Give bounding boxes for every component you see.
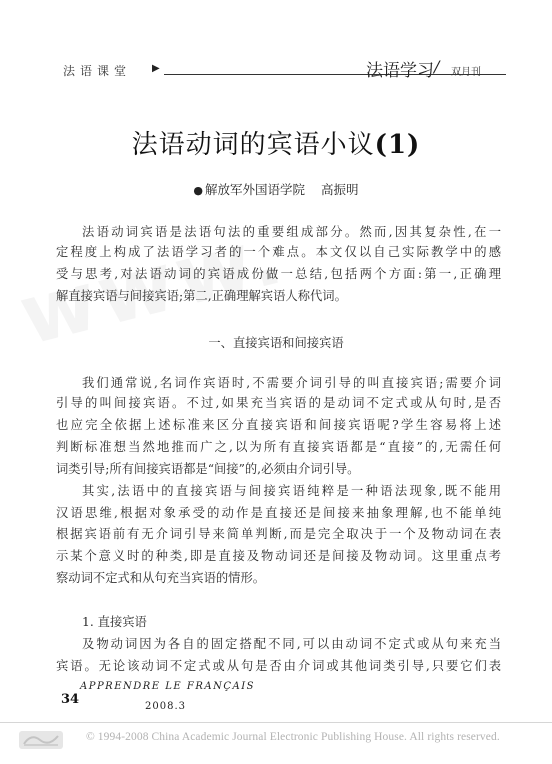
article-title (0, 124, 552, 161)
header-slash: / (434, 57, 440, 76)
paragraph-line: 法语动词宾语是法语句法的重要组成部分。然而,因其复杂性,在一 (82, 225, 501, 239)
magazine-frequency: 双月刊 (451, 67, 481, 78)
copyright-notice: © 1994-2008 China Academic Journal Electronic Publishing House. All rights reserved. (86, 731, 500, 743)
subsection-heading: 1. 直接宾语 (82, 615, 147, 629)
journal-name: APPRENDRE LE FRANÇAIS (80, 681, 256, 692)
article-title-text: 法语动词的宾语小议 (131, 130, 375, 160)
paragraph-line: 示某个意义时的种类,即是直接及物动词还是间接及物动词。这里重点考 (56, 549, 501, 563)
paragraph-line: 其实,法语中的直接宾语与间接宾语纯粹是一种语法现象,既不能用 (82, 484, 501, 498)
bullet-icon: ● (193, 184, 204, 197)
issue-date: 2008.3 (145, 701, 186, 712)
paragraph-line: 察动词不定式和从句充当宾语的情形。 (56, 571, 266, 585)
paragraph-line: 根据宾语前有无介词引导来简单判断,而是完全取决于一个及物动词在表 (56, 527, 501, 541)
paragraph-line: 汉语思维,根据对象承受的动作是直接还是间接来抽象理解,也不能单纯 (56, 506, 501, 520)
paragraph-line: 及物动词因为各自的固定搭配不同,可以由动词不定式或从句来充当 (82, 637, 501, 651)
paragraph-line: 定程度上构成了法语学习者的一个难点。本文仅以自己实际教学中的感 (56, 245, 501, 259)
author-name: 高振明 (321, 182, 359, 197)
header-arrow-icon: ▶ (152, 63, 160, 74)
author-affiliation: 解放军外国语学院 (205, 182, 306, 197)
paragraph-line: 宾语。无论该动词不定式或从句是否由介词或其他词类引导,只要它们表 (56, 659, 501, 673)
footer-rule (0, 722, 552, 723)
page-number: 34 (61, 692, 80, 707)
article-title-suffix: (1) (374, 130, 421, 160)
section-heading: 一、直接宾语和间接宾语 (208, 336, 344, 350)
author-line (0, 180, 552, 198)
header-section-label: 法语课堂 (63, 64, 132, 78)
cnki-logo-icon (18, 729, 64, 751)
paragraph-line: 判断标准想当然地推而广之,以为所有直接宾语都是“直接”的,无需任何 (56, 440, 501, 454)
paragraph-line: 受与思考,对法语动词的宾语成份做一总结,包括两个方面:第一,正确理 (56, 267, 501, 281)
paragraph-line: 引导的叫间接宾语。不过,如果充当宾语的是动词不定式或从句时,是否 (56, 396, 501, 410)
paragraph-line: 词类引导;所有间接宾语都是“间接”的,必须由介词引导。 (56, 462, 360, 476)
magazine-name: 法语学习 (366, 61, 434, 81)
paragraph-line: 也应完全依据上述标准来区分直接宾语和间接宾语呢?学生容易将上述 (56, 418, 501, 432)
paragraph-line: 解直接宾语与间接宾语;第二,正确理解宾语人称代词。 (56, 289, 347, 303)
paragraph-line: 我们通常说,名词作宾语时,不需要介词引导的叫直接宾语;需要介词 (82, 376, 501, 390)
